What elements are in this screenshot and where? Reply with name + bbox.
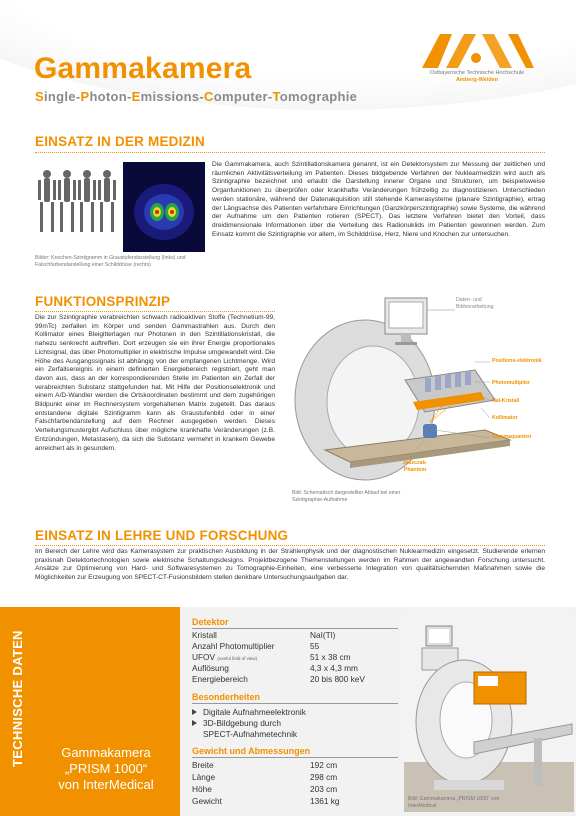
spec-divider <box>192 757 398 758</box>
feature-item: Digitale Aufnahmeelektronik <box>192 707 306 717</box>
spec-divider <box>192 628 398 629</box>
funktion-text: Die zur Szintigraphie verabreichten schwach radioaktiven Stoffe (Technetium-99, 99mTc) zerfallen im Körper und senden Gammastrahlen aus. Durch den Kollimator eines Bleigitterlagen nur Photonen in den Szintillationskristall, die nahezu senkrecht auftreffen. Dort erzeugen sie ein ihrer Energie proportionales Lichtsignal, das über Photomultiplier in elektrische Impulse umgewandelt wird. Die Höhe des Ausgangssignals ist abhängig von der empfangenen Lichtmenge. Wird ein Zerfallsereignis in einem definierten Energiebereich registriert, geht man davon aus, dass an der korrespondierenden Stelle im Patienten ein Zerfall der verabreichten Substanz stattgefunden hat. Mit Hilfe der Positionselektronik und einem A/D-Wandler werden die Ortskoordinaten bestimmt und dem zugehörigen Bildpunkt einer im Rechnersystem vorgehaltenen Matrix zugeteilt. Das daraus entstandene digitale Szintigramm kann als Graustufenbild oder in einer Falschfarbendarstellung auf dem Rechner ausgegeben werden. Dieses Verteilungsmustergibt Aufschluss über mögliche krankhafte Veränderungen (z.B. Entzündungen, Metastasen), da sich die Substanz vermehrt in krankem Gewebe anreichert als in gesundem. <box>35 314 275 452</box>
technical-data-sidebar <box>0 607 180 816</box>
spec-divider <box>192 703 398 704</box>
label-gammaquanten: Gammaquanten <box>492 434 532 440</box>
feature-item: 3D-Bildgebung durch <box>192 718 281 728</box>
lehre-text: Im Bereich der Lehre wird das Kamerasystem zur praktischen Ausbildung in der Strahlenphysik und der diagnostischen Nuklearmedizin eingesetzt. Studierende erlernen praxisnah Detektortechnologien sowie elektrische Schaltungsdesigns. Projektbezogene Themenstellungen werden im Rahmen der angewandten Forschung untersucht. Ansätze zur Optimierung von Hard- und Softwaresystemen zu Tomographie-Einheiten, eine verbesserte Integration von qualitätsichernden Maßnahmen sowie die Möglichkeiten zur Erzeugung von SPECT-CT-Fusionsbildern stellen denkbare Untersuchungsaufgaben dar. <box>35 548 545 582</box>
section-divider <box>35 311 275 312</box>
section-divider <box>35 152 545 153</box>
label-photomultiplier: Photomultiplier <box>492 380 531 386</box>
section-heading-funktion: FUNKTIONSPRINZIP <box>35 294 171 309</box>
scintigram-images <box>35 162 205 252</box>
funktion-caption: Bild: Schematisch dargestellter Ablauf bei einer Szintigraphie-Aufnahme <box>292 490 401 503</box>
logo-text: Ostbayerische Technische Hochschule Amberg-Weiden <box>429 70 525 83</box>
label-kollimator: Kollimator <box>492 415 518 421</box>
medizin-text: Die Gammakamera, auch Szintillationskamera genannt, ist ein Detektorsystem zur Messung der zeitlichen und räumlichen Aktivitätsverteilung im Patienten. Dieses bildgebende Verfahren der Nuklearmedizin wird auch als Szintigraphie bezeichnet und erlaubt die Darstellung innerer Organe und Strukturen, um beispielsweise Organfunktionen zu überprüfen oder krankhafte Veränderungen frühzeitig zu diagnostizieren. Unterschieden werden stationäre, während der Datenakquisition still stehende Kamerasysteme (planare Szintigraphie), ertrag der Längsachse des Patienten verfahrbare Einrichtungen (Ganzkörperszintigraphie) sowie Systeme, die während der Aufnahme um den Patienten rotieren (SPECT). Das letztere Verfahren bietet den Vorteil, dass dreidimensionale Informationen über die Verteilung des Radionuklids im Patienten gewonnen werden. Zum Einsatz kommt die Szintigraphie vor allem, im Schilddrüse, Herz, Niere und Knochen zur untersuchen. <box>212 161 545 238</box>
page-title: Gammakamera <box>34 52 252 85</box>
technical-data-label: TECHNISCHE DATEN <box>10 630 25 767</box>
label-daten: Daten- und Bildverarbeitung <box>456 297 494 310</box>
section-divider <box>35 545 545 546</box>
medizin-caption: Bilder: Knochen-Szintigramm in Graustufendarstellung (links) und Falschfarbendarstellung einer Schilddrüse (rechts) <box>35 255 186 268</box>
datasheet-page: Gammakamera Single-Photon-Emissions-Computer-Tomographie Ostbayerische Technische Hochschule Amberg-Weiden EINSATZ IN DER MEDIZIN Bilder: Knochen-Szintigramm in Graustufendarstellung (links) und Falschfarbendarstellung einer Schilddrüse (rechts) Die Gammakamera, auch Szintillationskamera genannt, ist ein Detektorsystem zur Messung der zeitlichen und räumlichen Aktivitätsverteilung im Patienten. Dieses bildgebende Verfahren der Nuklearmedizin wird auch als Szintigraphie bezeichnet und erlaubt die Darstellung innerer Organe und Strukturen, um beispielsweise Organfunktionen zu überprüfen oder krankhafte Veränderungen frühzeitig zu diagnostizieren. Unterschieden werden stationäre, während der Datenakquisition still stehende Kamerasysteme (planare Szintigraphie), ertrag der Längsachse des Patienten verfahrbare Einrichtungen (Ganzkörperszintigraphie) sowie Systeme, die während der Aufnahme um den Patienten rotieren (SPECT). Das letztere Verfahren bietet den Vorteil, dass dreidimensionale Informationen über die Verteilung des Radionuklids im Patienten gewonnen werden. Zum Einsatz kommt die Szintigraphie vor allem, im Schilddrüse, Herz, Niere und Knochen zur untersuchen. FUNKTIONSPRINZIP Die zur Szintigraphie verabreichten schwach radioaktiven Stoffe (Technetium-99, 99mTc) zerfallen im Körper und senden Gammastrahlen aus. Durch den Kollimator eines Bleigitterlagen nur Photonen in den Szintillationskristall, die nahezu senkrecht auftreffen. Dort erzeugen sie ein ihrer Energie proportionales Lichtsignal, das über Photomultiplier in elektrische Impulse umgewandelt wird. Die Höhe des Ausgangssignals ist abhängig von der empfangenen Lichtmenge. Wird ein Zerfallsereignis in einem definierten Energiebereich registriert, geht man davon aus, dass an der korrespondierenden Stelle im Patienten ein Zerfall der verabreichten Substanz stattgefunden hat. Mit Hilfe der Positionselektronik und einem A/D-Wandler werden die Ortskoordinaten bestimmt und dem zugehörigen Bildpunkt einer im Rechnersystem vorgehaltenen Matrix zugeteilt. Das daraus entstandene digitale Szintigramm kann als Graustufenbild oder in einer Falschfarbendarstellung auf dem Rechner ausgegeben werden. Dieses Verteilungsmustergibt Aufschluss über mögliche krankhafte Veränderungen (z.B. Entzündungen, Metastasen), da sich die Substanz vermehrt in krankem Gewebe anreichert als in gesundem. Daten- und Bildverarbeitung Positions-elektronik Photomultiplier NaI-Kristall Kollimator Gammaquanten Jaszczak-Phantom Bild: Schematisch dargestellter Ablauf bei einer Szintigraphie-Aufnahme EINSATZ IN LEHRE UND FORSCHUNG Im Bereich der Lehre wird das Kamerasystem zur praktischen Ausbildung in der Strahlenphysik und der diagnostischen Nuklearmedizin eingesetzt. Studierende erlernen praxisnah Detektortechnologien sowie elektrische Schaltungsdesigns. Projektbezogene Themenstellungen werden im Rahmen der angewandten Forschung untersucht. Ansätze zur Optimierung von Hard- und Softwaresystemen zu Tomographie-Einheiten, eine verbesserte Integration von qualitätsichernden Maßnahmen sowie die Möglichkeiten zur Erzeugung von SPECT-CT-Fusionsbildern stellen denkbare Untersuchungsaufgaben dar. TECHNISCHE DATEN Gammakamera „PRISM 1000“ von InterMedical Detektor Kristall NaI(Tl) Anzahl Photomultiplier 55 UFOV (useful field of view) 51 x 38 cm Auflösung 4,3 x 4,3 mm Energiebereich 20 bis 800 keV Besonderheiten Digitale Aufnahmeelektronik 3D-Bildgebung durch SPECT-Aufnahmetechnik Gewicht und Abmessungen Breite 192 cm Länge 298 cm Höhe 203 cm Gewicht 1361 kg Bild: Gammakamera „PRISM 1000“ von InterMedical <box>0 0 576 816</box>
gewicht-heading: Gewicht und Abmessungen <box>192 746 311 756</box>
header <box>0 0 576 122</box>
detektor-heading: Detektor <box>192 617 229 627</box>
section-heading-lehre: EINSATZ IN LEHRE UND FORSCHUNG <box>35 528 289 543</box>
page-subtitle: Single-Photon-Emissions-Computer-Tomographie <box>35 89 358 104</box>
product-name: Gammakamera „PRISM 1000“ von InterMedical <box>58 745 154 792</box>
feature-item-continued: SPECT-Aufnahmetechnik <box>203 729 298 739</box>
gamma-camera-photo <box>404 612 574 812</box>
photo-caption: Bild: Gammakamera „PRISM 1000“ von InterMedical <box>408 796 500 809</box>
label-nai-kristall: NaI-Kristall <box>492 398 520 404</box>
label-phantom: Jaszczak-Phantom <box>402 460 428 473</box>
besonderheiten-heading: Besonderheiten <box>192 692 261 702</box>
section-heading-medizin: EINSATZ IN DER MEDIZIN <box>35 134 205 149</box>
label-positionselektronik: Positions-elektronik <box>492 358 542 364</box>
